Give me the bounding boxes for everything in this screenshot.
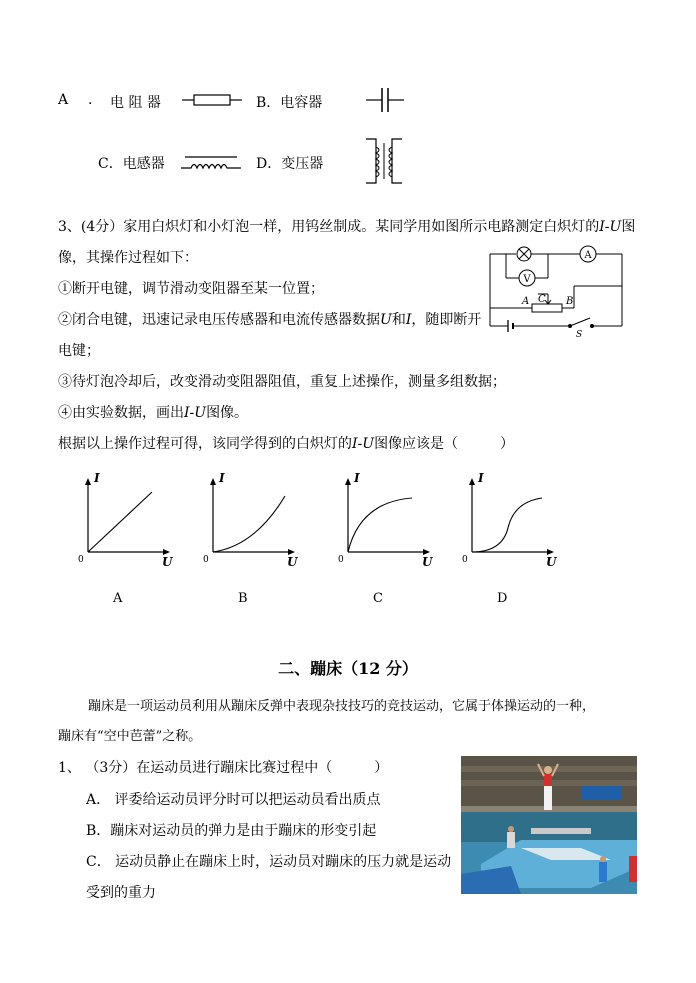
circuit-slider-c-label: C <box>538 294 546 305</box>
q3-line2: 像，其操作过程如下： <box>58 250 198 266</box>
q3-step2: ②闭合电键，迅速记录电压传感器和电流传感器数据U和I，随即断开 <box>58 312 482 328</box>
q1-option-a: A． 评委给运动员评分时可以把运动员看出质点 <box>86 792 381 808</box>
section2-heading: 二、蹦床（12 分） <box>278 659 418 678</box>
y-axis-arrow <box>345 478 351 485</box>
y-axis-arrow <box>210 478 216 485</box>
q1-option-c-line2: 受到的重力 <box>86 885 156 901</box>
circuit-diagram <box>486 238 628 338</box>
y-axis-arrow <box>85 478 91 485</box>
graph-option-a: A <box>113 591 123 606</box>
q1-option-c-line1: C． 运动员静止在蹦床上时，运动员对蹦床的压力就是运动 <box>86 854 452 870</box>
origin-label: 0 <box>338 555 344 565</box>
q1-option-b: B．蹦床对运动员的弹力是由于蹦床的形变引起 <box>86 823 377 839</box>
option-c-label: C．电感器 <box>98 156 165 172</box>
origin-label: 0 <box>203 555 209 565</box>
iu-graph-a <box>80 468 180 568</box>
transformer-icon <box>364 137 404 185</box>
circuit-switch-s-label: S <box>576 330 583 340</box>
inductor-icon <box>181 154 243 172</box>
y-axis-label: I <box>478 471 484 485</box>
circuit-voltmeter-label: V <box>523 274 531 285</box>
q3-ask: 根据以上操作过程可得，该同学得到的白炽灯的I-U图像应该是（ ） <box>58 436 515 452</box>
section2-intro-line2: 蹦床有“空中芭蕾”之称。 <box>58 729 202 744</box>
graph-option-d: D <box>497 591 508 606</box>
q3-line1: 3、(4分）家用白炽灯和小灯泡一样，用钨丝制成。某同学用如图所示电路测定白炽灯的I-U图 <box>58 219 636 235</box>
x-axis-label: U <box>546 555 557 569</box>
option-b-label: B．电容器 <box>256 95 323 111</box>
y-axis-label: I <box>219 471 225 485</box>
y-axis-arrow <box>469 478 475 485</box>
circuit-ammeter-label: A <box>584 250 592 261</box>
y-axis-label: I <box>354 471 360 485</box>
trampoline-photo <box>461 756 637 894</box>
graph-option-c: C <box>373 591 383 606</box>
option-a-letter: A <box>58 92 69 108</box>
option-a-text: 电 阻 器 <box>110 95 161 111</box>
iu-graph-c <box>340 468 440 568</box>
x-axis-label: U <box>287 555 298 569</box>
capacitor-icon <box>366 86 406 114</box>
q1-stem: 1、 （3分）在运动员进行蹦床比赛过程中（ ） <box>58 760 389 776</box>
q3-step4: ④由实验数据，画出I-U图像。 <box>58 405 249 421</box>
iu-curve <box>213 496 285 552</box>
iu-curve <box>348 498 412 552</box>
x-axis-label: U <box>422 555 433 569</box>
iu-curve <box>88 492 152 552</box>
iu-graph-d <box>464 468 564 568</box>
y-axis-label: I <box>94 471 100 485</box>
circuit-rheostat-a-label: A <box>522 296 530 307</box>
x-axis-label: U <box>162 555 173 569</box>
option-a-dot: . <box>88 92 93 108</box>
section2-intro-line1: 蹦床是一项运动员利用从蹦床反弹中表现杂技技巧的竞技运动，它属于体操运动的一种， <box>88 699 596 714</box>
q3-step3: ③待灯泡冷却后，改变滑动变阻器阻值，重复上述操作，测量多组数据； <box>58 374 506 390</box>
iu-curve <box>472 498 542 552</box>
option-d-label: D．变压器 <box>256 156 324 172</box>
iu-graph-b <box>205 468 305 568</box>
circuit-rheostat-b-label: B <box>566 296 574 307</box>
origin-label: 0 <box>462 555 468 565</box>
graph-option-b: B <box>238 591 248 606</box>
q3-step1: ①断开电键，调节滑动变阻器至某一位置； <box>58 281 324 297</box>
origin-label: 0 <box>78 555 84 565</box>
resistor-icon <box>182 92 246 108</box>
q3-step2-cont: 电键； <box>58 343 100 359</box>
